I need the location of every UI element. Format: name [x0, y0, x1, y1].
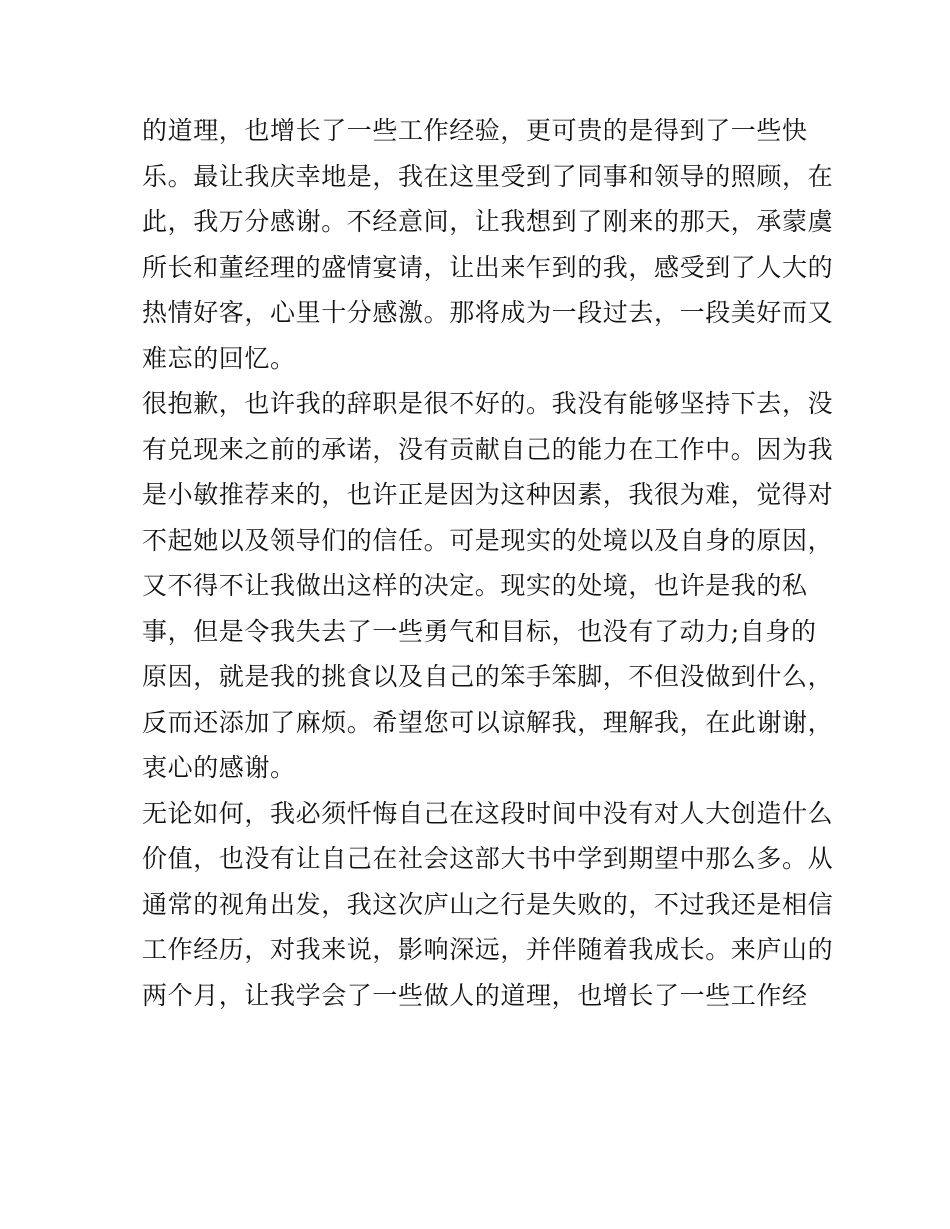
text-line: 又不得不让我做出这样的决定。现实的处境，也许是我的私: [142, 571, 808, 600]
text-line: 衷心的感谢。: [142, 753, 296, 782]
text-line: 不起她以及领导们的信任。可是现实的处境以及自身的原因，: [142, 525, 834, 555]
text-line: 难忘的回忆。: [142, 343, 296, 373]
text-line: 所长和董经理的盛情宴请，让出来乍到的我，感受到了人大的: [142, 252, 834, 282]
text-line: 的道理，也增长了一些工作经验，更可贵的是得到了一些快: [142, 116, 808, 145]
text-line: 此，我万分感谢。不经意间，让我想到了刚来的那天，承蒙虞: [142, 207, 834, 236]
text-line: 通常的视角出发，我这次庐山之行是失败的，不过我还是相信: [142, 889, 834, 919]
text-line: 原因，就是我的挑食以及自己的笨手笨脚，不但没做到什么，: [142, 662, 834, 691]
text-line: 事，但是令我失去了一些勇气和目标，也没有了动力;自身的: [142, 616, 817, 646]
text-line: 无论如何，我必须忏悔自己在这段时间中没有对人大创造什么: [142, 798, 834, 828]
text-line: 是小敏推荐来的，也许正是因为这种因素，我很为难，觉得对: [142, 480, 834, 509]
text-line: 反而还添加了麻烦。希望您可以谅解我，理解我，在此谢谢，: [142, 707, 834, 737]
text-line: 两个月，让我学会了一些做人的道理，也增长了一些工作经: [142, 980, 808, 1010]
body-text: [142, 108, 834, 1018]
text-line: 工作经历，对我来说，影响深远，并伴随着我成长。来庐山的: [142, 935, 834, 964]
text-line: 价值，也没有让自己在社会这部大书中学到期望中那么多。从: [142, 844, 834, 873]
text-line: 有兑现来之前的承诺，没有贡献自己的能力在工作中。因为我: [142, 434, 834, 464]
text-line: 乐。最让我庆幸地是，我在这里受到了同事和领导的照顾，在: [142, 161, 834, 191]
text-line: 热情好客，心里十分感激。那将成为一段过去，一段美好而又: [142, 298, 834, 327]
text-line: 很抱歉，也许我的辞职是很不好的。我没有能够坚持下去，没: [142, 389, 834, 418]
